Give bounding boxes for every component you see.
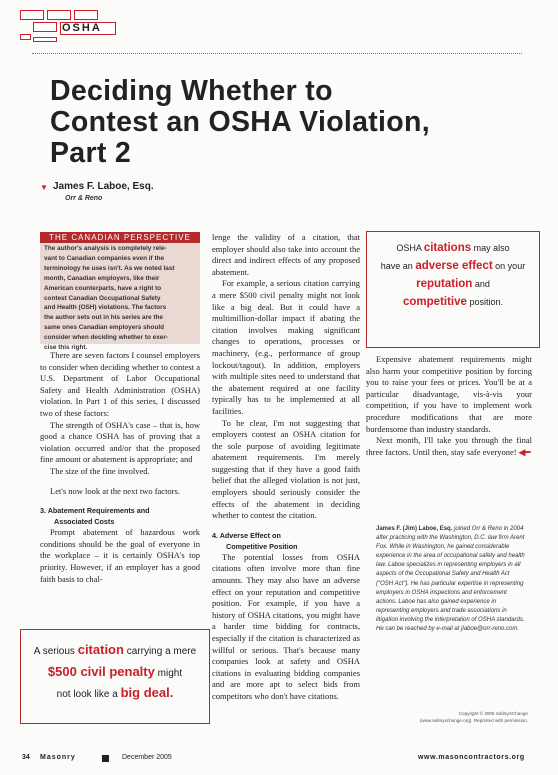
pull-quote-1: A serious citation carrying a mere $500 civil penalty might not look like a big deal. — [20, 629, 210, 724]
paragraph: The potential losses from OSHA citations often involve more than fine amounts. They may also have an adverse effect on your reputation and competitive position. For example, if you have a history of OSHA citations, you might have a harder time bidding for contracts, especially if the citation is characterized as willful or serious. That's because many companies look at safety and OSHA citations in evaluating bidding companies and are more apt to select bids from competitors who don't have citations. — [212, 551, 360, 701]
paragraph: For example, a serious citation carrying a mere $500 civil penalty might not look like a big deal. But it could have a multimillion-dollar impact if abating the citation involves making significant changes to operations, processes or machinery, (e.g., performance of group lockout/tagout). In addition, employers with multiple sites need to understand that the abatement required at one facility typically has to be implemented at all facilities. — [212, 278, 360, 416]
author-bio: James F. (Jim) Laboe, Esq. joined Orr & Reno in 2004 after practicing with the Washington, D.C. law firm Arent Fox. While in Washington, he gained considerable experience in the area of occupational safety and health law. Laboe specializes in representing employers in all aspects of the Occupational Safety and Health Act ("OSH Act"). He has particular expertise in representing employers in OSHA inspections and enforcement actions. Laboe has also gained experience in representing employers and trade associations in litigation involving the interpretation of OSHA standards. He can be reached by e-mail at jlaboe@orr-reno.com. — [376, 526, 525, 633]
author-name: James F. Laboe, Esq. — [53, 181, 154, 192]
page-number: 34 — [22, 754, 30, 761]
canadian-perspective-text: The author's analysis is completely rele- vant to Canadian companies even if the terminology he uses isn't. As we noted last month, Canadian employers, like their American counterparts, have a right to contest Canadian Occupational Safety and Health (OSH) violations. The factors the author sets out in his series are the same ones Canadian employers should consider when deciding whether to exer- cise this right. — [44, 245, 175, 352]
author-affiliation: Orr & Reno — [65, 195, 103, 202]
section-label: OSHA — [62, 22, 102, 34]
paragraph: Prompt abatement of hazardous work conditions should be the goal of everyone in the workplace – it is certainly OSHA's top priority. However, if an employer has a good faith basis to chal- — [40, 527, 200, 584]
paragraph: The strength of OSHA's case – that is, how good a chance OSHA has of proving that a violation occurred and/or that the proposed fine amount or abatement is appropriate; and — [40, 419, 200, 465]
paragraph: Expensive abatement requirements might also harm your competitive position by forcing you to raise your fees or prices. You'll be at a particular disadvantage, vis-à-vis your competition, if you have to implement work procedure modifications that are more burdensome than industry standards. — [366, 354, 532, 434]
paragraph: The size of the fine involved. — [50, 465, 150, 476]
article-title: Deciding Whether to Contest an OSHA Violation, Part 2 — [50, 75, 430, 169]
paragraph: Next month, I'll take you through the final three factors. Until then, stay safe everyone! ◀━ — [366, 435, 532, 457]
column-1 — [40, 350, 200, 585]
footer-square-icon — [102, 755, 109, 762]
website-url: www.masoncontractors.org — [418, 754, 525, 761]
column-2 — [212, 232, 360, 703]
paragraph: Let's now look at the next two factors. — [50, 485, 180, 496]
column-3 — [366, 354, 532, 458]
subheading-4: 4. Adverse Effect on Competitive Position — [212, 530, 298, 551]
paragraph: lenge the validity of a citation, that employer should also take into account the direct and indirect effects of any proposed abatement. — [212, 232, 360, 277]
copyright-notice: Copyright © 2005 SafetyXChange (www.safetyxchange.org). Reprinted with permission. — [419, 711, 528, 723]
author-arrow-icon: ▼ — [40, 183, 48, 192]
canadian-perspective-box — [40, 232, 200, 352]
canadian-perspective-heading: THE CANADIAN PERSPECTIVE — [40, 232, 200, 243]
magazine-name: Masonry — [40, 754, 76, 761]
paragraph: There are seven factors I counsel employers to consider when deciding whether to contest a U.S. Department of Labor Occupational Safety and Health Administration (OSHA) violation. In Part 1 of this series, I discussed two of these factors: — [40, 350, 200, 418]
dotted-divider — [32, 53, 522, 54]
pull-quote-2: OSHA citations may also have an adverse effect on your reputation and competitive position. — [366, 231, 540, 348]
end-arrow-icon: ◀━ — [518, 446, 531, 457]
subheading-3: 3. Abatement Requirements and Associated Costs — [40, 506, 150, 527]
paragraph: To be clear, I'm not suggesting that employers contest an OSHA citation for the sole purpose of avoiding legitimate abatement requirements. I'm merely suggesting that if they have a good faith belief that the alleged violation is not just, employers should seriously consider the effects of the abatement in deciding whether to contest the citation. — [212, 417, 360, 521]
issue-date: December 2005 — [122, 754, 172, 761]
